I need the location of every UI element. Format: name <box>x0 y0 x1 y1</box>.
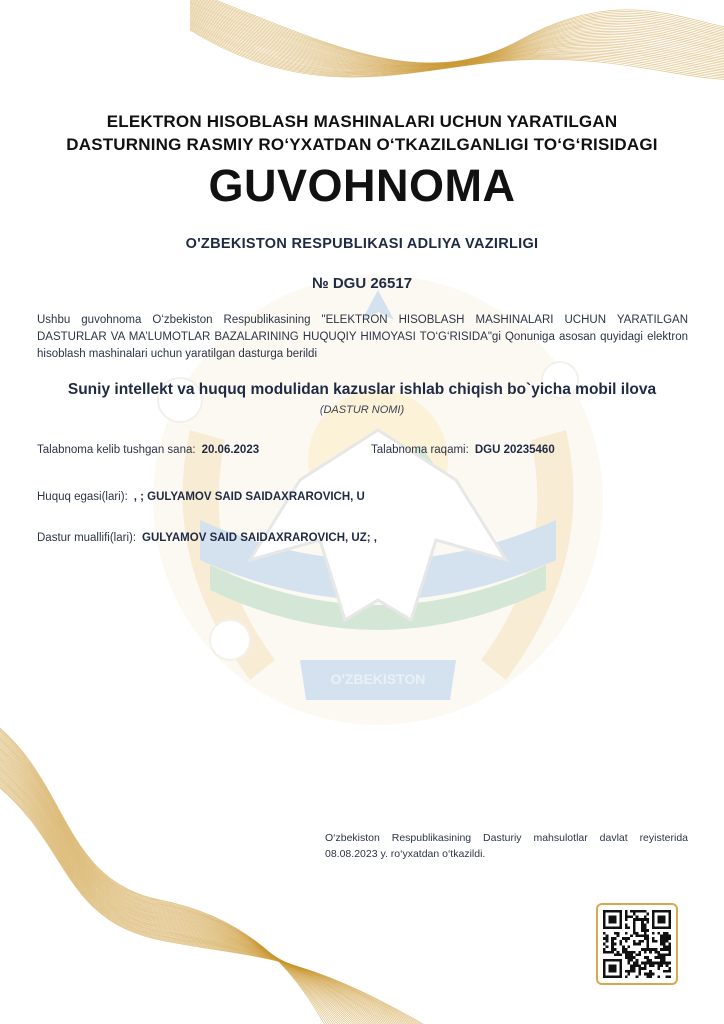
author-label: Dastur muallifi(lari): <box>37 532 137 544</box>
qr-code-icon <box>603 910 671 978</box>
rights-holder-label: Huquq egasi(lari): <box>37 491 128 503</box>
application-date-label: Talabnoma kelib tushgan sana: <box>37 444 196 456</box>
issuing-organization: O'ZBEKISTON RESPUBLIKASI ADLIYA VAZIRLIGI <box>185 236 539 252</box>
intro-paragraph: Ushbu guvohnoma O‘zbekiston Respublikasining "ELEKTRON HISOBLASH MASHINALARI UCHUN YARATILGAN DASTURLAR VA MA’LUMOTLAR BAZALARINING HUQUQIY HIMOYASI TO‘G‘RISIDA"gi Qonuniga asosan quyidagi elektron hisoblash mashinalari uchun yaratilgan dasturga berildi <box>37 314 688 360</box>
registration-note: O‘zbekiston Respublikasining Dasturiy mahsulotlar davlat reyisterida 08.08.2023 y. ro‘yxatdan o‘tkazildi. <box>325 832 688 860</box>
certificate-title: GUVOHNOMA <box>208 160 516 211</box>
application-date-value: 20.06.2023 <box>201 444 260 456</box>
header-line-1: ELEKTRON HISOBLASH MASHINALARI UCHUN YARATILGAN <box>106 112 618 131</box>
application-date-row <box>37 444 259 456</box>
program-name: Suniy intellekt va huquq modulidan kazuslar ishlab chiqish bo`yicha mobil ilova <box>67 381 657 398</box>
certificate-number: № DGU 26517 <box>311 275 413 292</box>
rights-holder-value: , ; GULYAMOV SAID SAIDAXRAROVICH, U <box>133 491 365 503</box>
program-name-caption: (DASTUR NOMI) <box>319 404 405 416</box>
header-line-2: DASTURNING RASMIY RO‘YXATDAN O‘TKAZILGANLIGI TO‘G‘RISIDAGI <box>66 135 658 154</box>
emblem-ribbon-text: O'ZBEKISTON <box>330 671 426 687</box>
author-value: GULYAMOV SAID SAIDAXRAROVICH, UZ; , <box>142 532 377 544</box>
author-row <box>37 532 377 544</box>
rights-holder-row <box>37 491 365 503</box>
application-number-label: Talabnoma raqami: <box>371 444 469 456</box>
application-number-row <box>371 444 555 456</box>
qr-code[interactable] <box>596 903 678 985</box>
application-number-value: DGU 20235460 <box>474 444 555 456</box>
